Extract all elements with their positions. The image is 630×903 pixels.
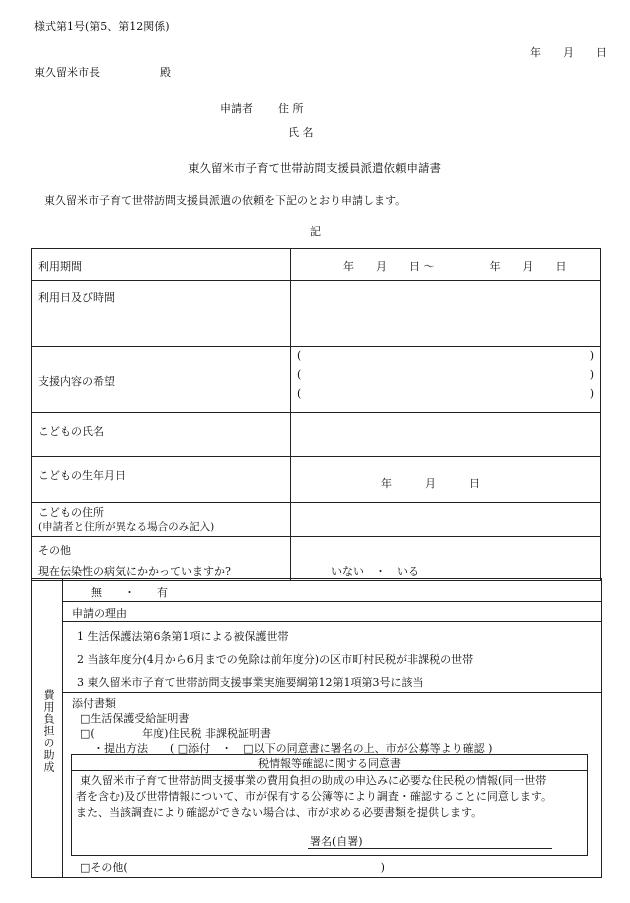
consent-line: また、当該調査により確認ができない場合は、市が求める必要書類を提供します。 [76,806,483,819]
date-line: 年 月 日 [530,46,607,59]
intro-text: 東久留米市子育て世帯訪問支援員派遣の依頼を下記のとおり申請します。 [44,194,407,207]
other-label: その他 [38,544,71,557]
period-value[interactable]: 年 月 日 〜 年 月 日 [343,260,567,273]
document-title: 東久留米市子育て世帯訪問支援員派遣依頼申請書 [188,161,441,175]
addressee: 東久留米市長 [34,66,100,79]
reason-item[interactable]: 2 当該年度分(4月から6月までの免除は前年度分)の区市町村民税が非課税の世帯 [77,653,474,666]
divider [63,601,601,602]
subsidy-section [31,578,602,878]
honorific: 殿 [160,66,171,79]
form-number: 様式第1号(第5、第12関係) [34,20,170,33]
paren-close: ) [589,368,594,381]
consent-box [71,754,588,856]
docs-title: 添付書類 [72,697,116,710]
subsidy-side [32,579,63,877]
divider [63,621,601,622]
signature-label: 署名(自署) [310,835,363,848]
applicant-label: 申請者 [220,102,253,115]
child-dob-value[interactable]: 年 月 日 [381,477,480,490]
datetime-label: 利用日及び時間 [38,291,115,304]
reason-title: 申請の理由 [72,607,127,620]
paren-open: ( [297,387,302,400]
paren-open: ( [297,368,302,381]
application-table [31,248,601,581]
consent-line: 者を含む)及び世帯情報について、市が保有する公簿等により調査・確認することに同意します。 [76,790,552,803]
signature-line[interactable] [308,848,552,849]
consent-header [72,755,587,771]
consent-line: 東久留米市子育て世帯訪問支援事業の費用負担の助成の申込みに必要な住民税の情報(同一世帯 [80,774,547,787]
subsidy-body [63,579,601,877]
doc-welfare-certificate[interactable]: □生活保護受給証明書 [80,712,190,725]
support-label: 支援内容の希望 [38,375,115,388]
divider [63,692,601,693]
ki-mark: 記 [310,225,321,238]
consent-title: 税情報等確認に関する同意書 [258,757,401,770]
reason-item[interactable]: 3 東久留米市子育て世帯訪問支援事業実施要綱第12第1項第3号に該当 [77,676,424,689]
infection-label: 現在伝染性の病気にかかっていますか? [38,565,231,578]
infection-value[interactable]: いない ・ いる [331,565,419,578]
subsidy-side-label: 費用負担の助成 [42,689,55,773]
period-label: 利用期間 [38,260,82,273]
paren-close: ) [589,349,594,362]
doc-tax-certificate[interactable]: □( 年度)住民税 非課税証明書 [80,727,271,740]
child-dob-label: こどもの生年月日 [38,469,126,482]
child-name-label: こどもの氏名 [38,425,104,438]
paren-open: ( [297,349,302,362]
paren-close: ) [589,387,594,400]
address-label: 住 所 [278,102,304,115]
submit-method[interactable]: ・提出方法 ( □添付 ・ □以下の同意書に署名の上、市が公募等より確認 ) [93,742,493,755]
child-address-label: こどもの住所 [38,506,104,519]
reason-item[interactable]: 1 生活保護法第6条第1項による被保護世帯 [77,630,289,643]
other-document[interactable]: □その他( ) [80,861,385,874]
subsidy-has[interactable]: 無 ・ 有 [91,586,168,599]
name-label: 氏 名 [288,126,314,139]
child-address-note: (申請者と住所が異なる場合のみ記入) [38,521,215,533]
